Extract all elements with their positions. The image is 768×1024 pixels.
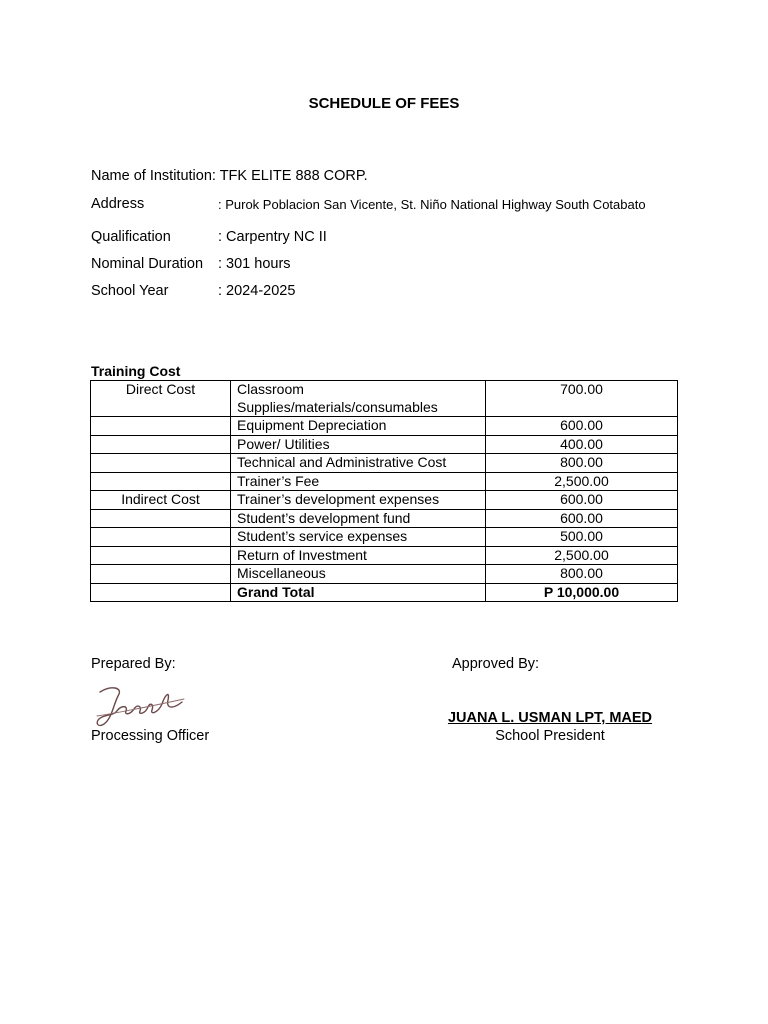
- table-row: [91, 565, 678, 584]
- item-cell: Miscellaneous: [231, 565, 486, 584]
- processing-officer-title: Processing Officer: [91, 728, 210, 744]
- category-cell: Indirect Cost: [91, 491, 231, 510]
- prepared-by-label: Prepared By:: [91, 656, 176, 672]
- item-cell: Equipment Depreciation: [231, 417, 486, 436]
- institution-value: TFK ELITE 888 CORP.: [219, 168, 368, 184]
- grand-total-label: Grand Total: [231, 583, 486, 602]
- table-row: [91, 546, 678, 565]
- institution-label: Name of Institution:: [91, 168, 216, 184]
- grand-total-row: [91, 583, 678, 602]
- table-row: [91, 381, 678, 417]
- item-cell: Trainer’s Fee: [231, 472, 486, 491]
- handwritten-signature: [92, 682, 192, 732]
- item-cell: Technical and Administrative Cost: [231, 454, 486, 473]
- table-row: [91, 509, 678, 528]
- grand-total-amount: P 10,000.00: [486, 583, 678, 602]
- category-cell: [91, 509, 231, 528]
- amount-cell: 700.00: [486, 381, 678, 417]
- qualification-value: : Carpentry NC II: [218, 229, 327, 245]
- amount-cell: 600.00: [486, 509, 678, 528]
- address-value: : Purok Poblacion San Vicente, St. Niño National Highway South Cotabato: [218, 197, 646, 212]
- category-cell: [91, 417, 231, 436]
- table-row: [91, 528, 678, 547]
- category-cell: [91, 546, 231, 565]
- item-cell: Student’s service expenses: [231, 528, 486, 547]
- approver-title: School President: [495, 728, 605, 744]
- amount-cell: 800.00: [486, 454, 678, 473]
- item-cell: Trainer’s development expenses: [231, 491, 486, 510]
- item-cell: Classroom Supplies/materials/consumables: [231, 381, 486, 417]
- category-cell: Direct Cost: [91, 381, 231, 417]
- category-cell: [91, 528, 231, 547]
- table-row: [91, 472, 678, 491]
- approver-name: JUANA L. USMAN LPT, MAED: [447, 710, 653, 726]
- school-year-label: School Year: [91, 283, 169, 299]
- duration-value: : 301 hours: [218, 256, 291, 272]
- amount-cell: 400.00: [486, 435, 678, 454]
- amount-cell: 2,500.00: [486, 472, 678, 491]
- amount-cell: 2,500.00: [486, 546, 678, 565]
- table-row: [91, 491, 678, 510]
- table-row: [91, 417, 678, 436]
- fees-table: [90, 380, 678, 602]
- item-cell: Student’s development fund: [231, 509, 486, 528]
- school-year-value: : 2024-2025: [218, 283, 296, 299]
- item-cell: Power/ Utilities: [231, 435, 486, 454]
- duration-label: Nominal Duration: [91, 256, 204, 272]
- approved-by-label: Approved By:: [452, 656, 540, 672]
- document-title: SCHEDULE OF FEES: [308, 95, 460, 112]
- table-row: [91, 454, 678, 473]
- amount-cell: 500.00: [486, 528, 678, 547]
- category-cell: [91, 454, 231, 473]
- amount-cell: 600.00: [486, 491, 678, 510]
- category-cell: [91, 583, 231, 602]
- amount-cell: 800.00: [486, 565, 678, 584]
- qualification-label: Qualification: [91, 229, 171, 245]
- category-cell: [91, 565, 231, 584]
- amount-cell: 600.00: [486, 417, 678, 436]
- category-cell: [91, 435, 231, 454]
- address-label: Address: [91, 196, 145, 212]
- training-cost-heading: Training Cost: [91, 363, 181, 379]
- category-cell: [91, 472, 231, 491]
- item-cell: Return of Investment: [231, 546, 486, 565]
- table-row: [91, 435, 678, 454]
- institution-line: [91, 168, 368, 184]
